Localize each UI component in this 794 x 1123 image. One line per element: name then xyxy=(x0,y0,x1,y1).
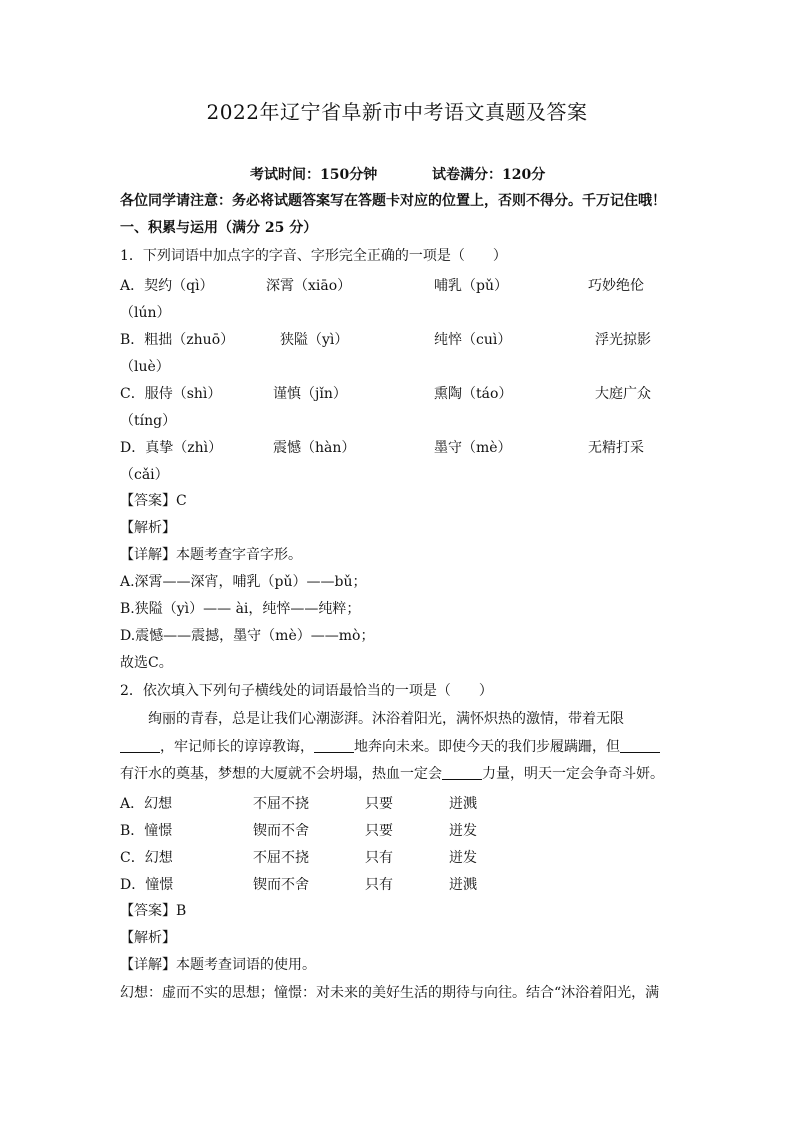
q1-option-d-word4: 无精打采 xyxy=(588,440,644,456)
q1-option-a-word3: 哺乳（pǔ） xyxy=(434,278,508,294)
fill-blank xyxy=(120,738,160,753)
q1-option-d-wrap: （cǎi） xyxy=(120,467,169,483)
q1-option-d-word3: 墨守（mè） xyxy=(434,440,512,456)
question-1-stem: 1．下列词语中加点字的字音、字形完全正确的一项是（ ） xyxy=(120,248,507,264)
q2-option-d-word4: 迸溅 xyxy=(449,877,477,893)
q1-option-c-wrap: （tíng） xyxy=(120,413,177,429)
q1-option-b-word2: 狭隘（yì） xyxy=(280,332,349,348)
q2-option-c-word4: 迸发 xyxy=(449,850,477,866)
q1-detail-line: B.狭隘（yì）—— ài，纯悴——纯粹； xyxy=(120,601,361,617)
q1-option-a-word2: 深霄（xiāo） xyxy=(266,278,352,294)
q2-option-d-word2: 锲而不舍 xyxy=(253,877,309,893)
q2-passage-text: 力量，明天一定会争奇斗妍。 xyxy=(482,766,664,782)
document-title: 2022年辽宁省阜新市中考语文真题及答案 xyxy=(206,100,588,124)
q1-analysis-label: 【解析】 xyxy=(120,520,176,536)
q2-option-c-word2: 不屈不挠 xyxy=(253,850,309,866)
q1-option-b-wrap: （luè） xyxy=(120,359,170,375)
q2-passage-text: 地奔向未来。即使今天的我们步履蹒跚，但 xyxy=(354,739,620,755)
q1-option-d-word2: 震憾（hàn） xyxy=(273,440,356,456)
q1-option-a-word4: 巧妙绝伦 xyxy=(588,278,644,294)
q2-option-c-word1: C．幻想 xyxy=(120,850,173,866)
q2-passage-line2 xyxy=(120,738,680,756)
q2-analysis-label: 【解析】 xyxy=(120,930,176,946)
q1-option-d-word1: D．真挚（zhì） xyxy=(120,440,223,456)
q2-option-a-word3: 只要 xyxy=(365,796,393,812)
q2-option-b-word3: 只要 xyxy=(365,823,393,839)
q2-passage-line3 xyxy=(120,765,680,783)
fill-blank xyxy=(314,738,354,753)
question-2-stem: 2．依次填入下列句子横线处的词语最恰当的一项是（ ） xyxy=(120,683,493,699)
q1-option-c-word3: 熏陶（táo） xyxy=(434,386,513,402)
q1-detail: 【详解】本题考查字音字形。 xyxy=(120,547,302,563)
q2-option-b-word2: 锲而不舍 xyxy=(253,823,309,839)
q1-option-a-wrap: （lún） xyxy=(120,305,171,321)
q1-answer: 【答案】C xyxy=(120,493,187,509)
q2-option-a-word2: 不屈不挠 xyxy=(253,796,309,812)
q2-detail: 【详解】本题考查词语的使用。 xyxy=(120,957,316,973)
exam-time: 考试时间：150分钟 xyxy=(250,167,378,183)
q2-passage-text: 有汗水的奠基，梦想的大厦就不会坍塌，热血一定会 xyxy=(120,766,442,782)
q2-option-a-word4: 迸溅 xyxy=(449,796,477,812)
q1-detail-line: D.震憾——震撼，墨守（mè）——mò； xyxy=(120,628,375,644)
q2-answer: 【答案】B xyxy=(120,903,187,919)
q1-option-a-word1: A．契约（qì） xyxy=(120,278,214,294)
q2-option-d-word1: D．憧憬 xyxy=(120,877,174,893)
notice: 各位同学请注意：务必将试题答案写在答题卡对应的位置上，否则不得分。千万记住哦！ xyxy=(120,193,666,209)
q1-detail-line: A.深霄——深宵，哺乳（pǔ）——bǔ； xyxy=(120,574,367,590)
q2-passage-line1: 绚丽的青春，总是让我们心潮澎湃。沐浴着阳光，满怀炽热的激情，带着无限 xyxy=(148,711,624,727)
section-heading: 一、积累与运用（满分 25 分） xyxy=(120,220,318,236)
q1-detail-line: 故选C。 xyxy=(120,655,173,671)
fill-blank xyxy=(620,738,660,753)
q1-option-b-word4: 浮光掠影 xyxy=(595,332,651,348)
q2-option-a-word1: A．幻想 xyxy=(120,796,173,812)
exam-score: 试卷满分：120分 xyxy=(432,167,546,183)
q2-passage-text: ，牢记师长的谆谆教诲， xyxy=(160,739,314,755)
fill-blank xyxy=(442,765,482,780)
q2-option-c-word3: 只有 xyxy=(365,850,393,866)
q1-option-c-word4: 大庭广众 xyxy=(595,386,651,402)
q1-option-b-word1: B．粗拙（zhuō） xyxy=(120,332,235,348)
q2-option-b-word1: B．憧憬 xyxy=(120,823,173,839)
q1-option-b-word3: 纯悴（cuì） xyxy=(434,332,512,348)
q2-option-d-word3: 只有 xyxy=(365,877,393,893)
q1-option-c-word2: 谨慎（jǐn） xyxy=(273,386,347,402)
q2-detail-line: 幻想：虚而不实的思想；憧憬：对未来的美好生活的期待与向往。结合“沐浴着阳光，满 xyxy=(120,985,660,1001)
q1-option-c-word1: C．服侍（shì） xyxy=(120,386,222,402)
q2-option-b-word4: 迸发 xyxy=(449,823,477,839)
